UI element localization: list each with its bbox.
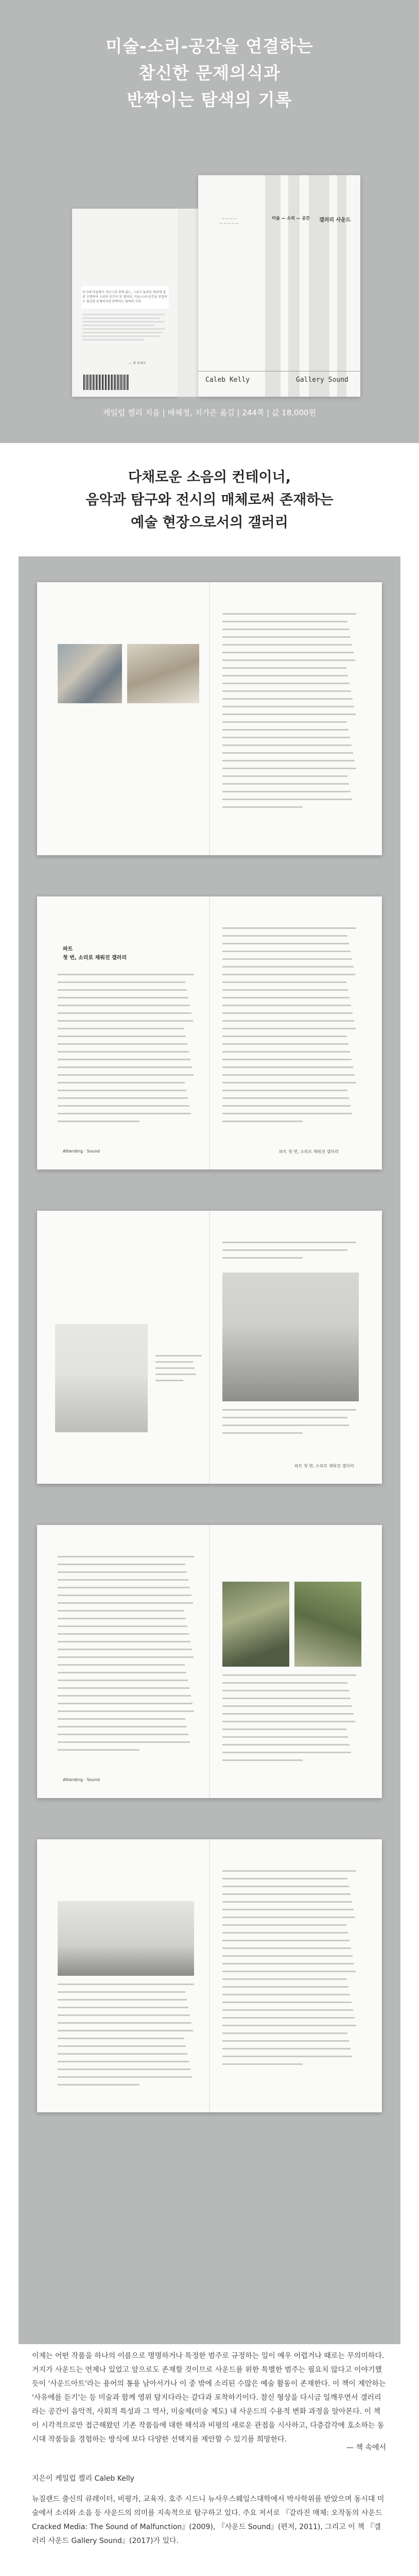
hero-title-line: 미술-소리-공간을 연결하는 xyxy=(106,36,313,56)
text-line-placeholder xyxy=(222,951,351,952)
text-line-placeholder xyxy=(58,1028,184,1029)
book-meta: 케일럽 켈리 지음 | 배혜정, 지가은 옮김 | 244쪽 | 값 18,000원 xyxy=(102,408,317,417)
text-line-placeholder xyxy=(58,1687,189,1689)
text-line-placeholder xyxy=(222,1963,354,1964)
text-line-placeholder xyxy=(222,1759,303,1761)
text-line-placeholder xyxy=(58,1074,194,1076)
text-line-placeholder xyxy=(222,2017,355,2019)
text-line-placeholder xyxy=(58,1999,187,2001)
hero-title xyxy=(0,33,419,113)
headline xyxy=(0,466,419,534)
text-line-placeholder xyxy=(222,943,349,944)
text-line-placeholder xyxy=(222,1074,355,1076)
text-line-placeholder xyxy=(58,1595,191,1596)
text-line-placeholder xyxy=(58,1672,186,1673)
text-line-placeholder xyxy=(58,1043,187,1045)
text-line-placeholder xyxy=(58,1741,190,1743)
text-line-placeholder xyxy=(58,2030,193,2031)
chapter-label: 파트 xyxy=(63,946,73,952)
text-line-placeholder xyxy=(58,1656,194,1658)
text-line-placeholder xyxy=(58,1625,187,1627)
text-line-placeholder xyxy=(222,1932,348,1934)
text-line-placeholder xyxy=(222,2040,349,2042)
text-line-placeholder xyxy=(222,927,356,929)
barcode-icon xyxy=(83,375,130,390)
text-line-placeholder xyxy=(222,675,348,676)
text-line-placeholder xyxy=(222,613,356,615)
text-line-placeholder xyxy=(58,1641,190,1642)
chapter-title: 첫 번, 소리로 채워진 갤러리 xyxy=(63,955,127,961)
text-line-placeholder xyxy=(222,1909,354,1910)
text-line-placeholder xyxy=(222,683,350,684)
text-line-placeholder xyxy=(222,1105,351,1107)
text-line-placeholder xyxy=(155,1355,202,1357)
book-back-cover xyxy=(72,209,178,397)
text-line-placeholder xyxy=(222,1955,353,1957)
artwork-photo xyxy=(127,644,199,703)
text-line-placeholder xyxy=(222,1690,349,1691)
text-line-placeholder xyxy=(222,1878,347,1879)
text-line-placeholder xyxy=(58,2069,190,2070)
text-line-placeholder xyxy=(58,1664,185,1666)
text-line-placeholder xyxy=(58,1710,194,1712)
text-line-placeholder xyxy=(222,1893,351,1895)
text-line-placeholder xyxy=(222,768,356,769)
book-excerpt: 이제는 어떤 작품을 하나의 이름으로 명명하거나 특정한 범주로 규정하는 일이 예우 어렵거나 때로는 무의미하다. 거지가 사운드는 언제나 있었고 앞으로도 존재할 것이므로 사운드를 위한 특별한 범주는 필요치 않다고 이야기했듯이 '사운드아트'라는 용어의 통용 남아서가나 이 중 밖에 소리된 수많은 예술 활동이 존재한다. 이 책이 제안하는 '사유에를 듣기'는 등 미술과 함께 영위 탐지다라는 갈다과 포착하기이다. 참신 형상을 다시금 일깨우면서 갤러리라는 공간이 음악적, 사회적 특성과 그 역사, 미술제(미술 제도) 내 사운드의 수용적 변화 과정을 알아본다. 이 책이 시각적으로만 접근해왔던 기존 작품들에 대한 해석과 비평의 새로운 관점을 시사하고, 다층감각에 호소하는 동시대 작품들을 경험하는 방식에 보다 다양한 선택지를 제안할 수 있기를 희망한다. xyxy=(32,2352,386,2444)
text-line-placeholder xyxy=(222,2063,303,2065)
text-line-placeholder xyxy=(222,775,347,777)
text-line-placeholder xyxy=(58,2014,190,2016)
text-line-placeholder xyxy=(222,1674,356,1676)
cover-title-ko: 갤러리 사운드 xyxy=(319,217,351,223)
author-bio: 뉴질랜드 출신의 큐레이터, 비평가, 교육자. 호주 시드니 뉴사우스웨일스대학에서 박사학위를 받았으며 동시대 미술에서 소리와 소음 등 사운드의 의미를 지속적으로 탐구하고 있다. 주요 저서로 『갈라진 매체: 오작동의 사운드 Cracked Media: The Sound of Malfunction』(2009), 『사운드 Sound』(편저, 2011), 그리고 이 책 『갤러리 사운드 Gallery Sound』(2017)가 있다. xyxy=(32,2495,385,2545)
text-line-placeholder xyxy=(222,1986,348,1988)
text-line-placeholder xyxy=(222,1113,352,1114)
cover-subtitle: — — — — — — — — — xyxy=(219,217,239,225)
page-spread-gallery xyxy=(19,556,400,2344)
text-line-placeholder xyxy=(155,1367,195,1369)
text-line-placeholder xyxy=(222,737,350,738)
text-line-placeholder xyxy=(58,974,194,975)
text-line-placeholder xyxy=(222,989,348,991)
text-line-placeholder xyxy=(58,1571,187,1573)
text-line-placeholder xyxy=(58,2061,189,2062)
text-line-placeholder xyxy=(222,1090,347,1091)
text-line-placeholder xyxy=(222,935,347,937)
page-footer-left: Attending · Sound xyxy=(63,1777,100,1782)
text-line-placeholder xyxy=(222,1978,347,1980)
artwork-photo xyxy=(294,1582,361,1667)
author-heading: 지은이 케일럽 켈리 Caleb Kelly xyxy=(32,2475,134,2483)
text-line-placeholder xyxy=(222,1020,354,1022)
text-line-placeholder xyxy=(58,1633,189,1635)
text-line-placeholder xyxy=(58,2053,187,2055)
headline-line: 예술 현장으로서의 갤러리 xyxy=(131,515,288,531)
text-line-placeholder xyxy=(58,1703,193,1704)
text-line-placeholder xyxy=(222,1924,346,1926)
text-line-placeholder xyxy=(222,1752,351,1753)
text-line-placeholder xyxy=(58,1090,186,1091)
text-line-placeholder xyxy=(222,783,349,785)
text-line-placeholder xyxy=(222,729,348,731)
text-line-placeholder xyxy=(222,1409,356,1411)
text-line-placeholder xyxy=(222,644,352,646)
text-line-placeholder xyxy=(222,1698,351,1699)
text-line-placeholder xyxy=(58,1556,194,1557)
cover-author: Caleb Kelly xyxy=(205,376,250,384)
page-spread xyxy=(37,1839,382,2112)
text-line-placeholder xyxy=(222,1728,346,1730)
text-line-placeholder xyxy=(58,1051,189,1053)
text-line-placeholder xyxy=(222,1713,354,1715)
book-spine xyxy=(178,209,198,397)
cover-title-en: Gallery Sound xyxy=(296,376,348,384)
text-line-placeholder xyxy=(222,714,356,715)
text-line-placeholder xyxy=(58,2076,192,2078)
page-spread xyxy=(37,896,382,1170)
page-spread xyxy=(37,1525,382,1798)
text-line-placeholder xyxy=(222,1066,353,1068)
text-line-placeholder xyxy=(58,1984,194,1985)
text-line-placeholder xyxy=(58,1579,188,1581)
text-line-placeholder xyxy=(58,1113,191,1114)
page-footer-right: 파트 첫 번, 소리로 채워진 갤러리 xyxy=(279,1149,339,1154)
text-line-placeholder xyxy=(222,1994,350,1995)
text-line-placeholder xyxy=(58,1649,192,1650)
text-line-placeholder xyxy=(222,1971,356,1972)
text-line-placeholder xyxy=(58,1066,192,1068)
text-line-placeholder xyxy=(222,706,354,707)
text-line-placeholder xyxy=(58,981,185,983)
back-cover-quote: 동시대 미술에서 사운드의 전례 없는, 그리고 놀라운 확장에 집중 조명하며 소리의 공간이 된 갤러리, 미술-소리-공간을 연결하는 참신한 문제의식과 반짝이는 탐색의 기록 xyxy=(82,291,167,303)
text-line-placeholder xyxy=(222,1242,356,1243)
page-footer-left: Attending · Sound xyxy=(63,1149,100,1154)
page-spread xyxy=(37,1211,382,1484)
text-line-placeholder xyxy=(58,2007,188,2008)
headline-line: 음악과 탐구와 전시의 매체로써 존재하는 xyxy=(85,492,334,508)
text-line-placeholder xyxy=(222,652,354,653)
text-line-placeholder xyxy=(58,1618,186,1619)
text-line-placeholder xyxy=(222,1721,355,1722)
text-line-placeholder xyxy=(58,2038,184,2039)
text-line-placeholder xyxy=(222,1870,356,1872)
text-line-placeholder xyxy=(222,1917,355,1918)
back-cover-source: — 책 속에서 xyxy=(129,362,146,365)
page-footer-right: 파트 첫 번, 소리로 채워진 갤러리 xyxy=(294,1464,354,1468)
text-line-placeholder xyxy=(58,1564,185,1565)
text-line-placeholder xyxy=(222,2025,356,2026)
text-line-placeholder xyxy=(222,1028,356,1029)
hero-title-line: 참신한 문제의식과 xyxy=(138,63,281,83)
text-line-placeholder xyxy=(222,760,355,761)
hero-title-line: 반짝이는 탐색의 기록 xyxy=(127,90,292,110)
text-line-placeholder xyxy=(58,1602,193,1604)
text-line-placeholder xyxy=(222,966,354,968)
text-line-placeholder xyxy=(222,997,350,998)
text-line-placeholder xyxy=(222,2032,347,2034)
text-line-placeholder xyxy=(222,1082,356,1083)
text-line-placeholder xyxy=(222,791,351,792)
text-line-placeholder xyxy=(58,1020,193,1022)
text-line-placeholder xyxy=(58,997,188,998)
text-line-placeholder xyxy=(58,1059,190,1060)
text-line-placeholder xyxy=(155,1361,193,1363)
text-line-placeholder xyxy=(58,1695,191,1697)
text-line-placeholder xyxy=(58,1718,185,1720)
page-spread xyxy=(37,582,382,855)
text-line-placeholder xyxy=(222,1036,347,1037)
text-line-placeholder xyxy=(222,629,349,630)
text-line-placeholder xyxy=(58,1726,187,1727)
text-line-placeholder xyxy=(222,659,355,661)
text-line-placeholder xyxy=(222,698,353,700)
text-line-placeholder xyxy=(222,667,346,669)
text-line-placeholder xyxy=(222,2048,351,2049)
text-line-placeholder xyxy=(222,1257,303,1259)
excerpt-source: — 책 속에서 xyxy=(346,2444,386,2452)
cover-spine-title: 미술 — 소리 — 공간 xyxy=(272,216,310,221)
text-line-placeholder xyxy=(58,1105,189,1107)
text-line-placeholder xyxy=(58,1121,139,1122)
back-cover-body xyxy=(82,312,167,343)
text-line-placeholder xyxy=(58,1082,185,1083)
text-line-placeholder xyxy=(222,2009,353,2011)
text-line-placeholder xyxy=(222,1432,303,1434)
text-line-placeholder xyxy=(58,1680,188,1681)
artwork-photo xyxy=(222,1582,289,1667)
text-line-placeholder xyxy=(222,974,355,975)
text-line-placeholder xyxy=(58,1005,190,1006)
text-line-placeholder xyxy=(222,1005,351,1006)
book-front-cover xyxy=(198,175,360,397)
text-line-placeholder xyxy=(58,1012,191,1014)
text-line-placeholder xyxy=(222,1012,353,1014)
text-line-placeholder xyxy=(222,1705,352,1707)
text-line-placeholder xyxy=(222,1736,348,1738)
text-line-placeholder xyxy=(222,2056,352,2057)
text-line-placeholder xyxy=(222,1249,347,1251)
artwork-photo xyxy=(58,1901,194,1976)
artwork-photo xyxy=(222,1273,359,1401)
text-line-placeholder xyxy=(58,2022,191,2024)
text-line-placeholder xyxy=(58,1610,184,1612)
text-line-placeholder xyxy=(58,1097,188,1099)
text-line-placeholder xyxy=(222,1043,348,1045)
text-line-placeholder xyxy=(222,1097,349,1099)
text-line-placeholder xyxy=(222,799,352,800)
text-line-placeholder xyxy=(155,1380,183,1381)
text-line-placeholder xyxy=(58,1036,186,1037)
text-line-placeholder xyxy=(222,636,351,638)
text-line-placeholder xyxy=(222,2002,352,2003)
text-line-placeholder xyxy=(58,1587,190,1588)
text-line-placeholder xyxy=(222,1947,351,1949)
text-line-placeholder xyxy=(222,1886,349,1887)
text-line-placeholder xyxy=(58,1734,188,1735)
text-line-placeholder xyxy=(222,621,347,622)
text-line-placeholder xyxy=(222,744,352,746)
text-line-placeholder xyxy=(222,1682,347,1684)
text-line-placeholder xyxy=(222,981,346,983)
text-line-placeholder xyxy=(58,1991,185,1993)
text-line-placeholder xyxy=(222,690,351,692)
headline-line: 다채로운 소음의 컨테이너, xyxy=(128,469,291,485)
text-line-placeholder xyxy=(222,752,353,754)
text-line-placeholder xyxy=(222,1744,350,1745)
text-line-placeholder xyxy=(222,1425,349,1426)
text-line-placeholder xyxy=(58,2045,186,2047)
artwork-photo xyxy=(58,644,122,703)
text-line-placeholder xyxy=(58,989,187,991)
artwork-photo xyxy=(55,1324,148,1432)
text-line-placeholder xyxy=(58,1749,139,1751)
text-line-placeholder xyxy=(222,1121,303,1122)
text-line-placeholder xyxy=(222,806,303,808)
text-line-placeholder xyxy=(222,1417,347,1418)
text-line-placeholder xyxy=(155,1374,196,1375)
text-line-placeholder xyxy=(58,2084,139,2086)
text-line-placeholder xyxy=(222,958,352,960)
text-line-placeholder xyxy=(222,1901,352,1903)
text-line-placeholder xyxy=(222,1059,352,1060)
text-line-placeholder xyxy=(222,721,347,723)
text-line-placeholder xyxy=(222,1051,350,1053)
text-line-placeholder xyxy=(222,1940,350,1941)
